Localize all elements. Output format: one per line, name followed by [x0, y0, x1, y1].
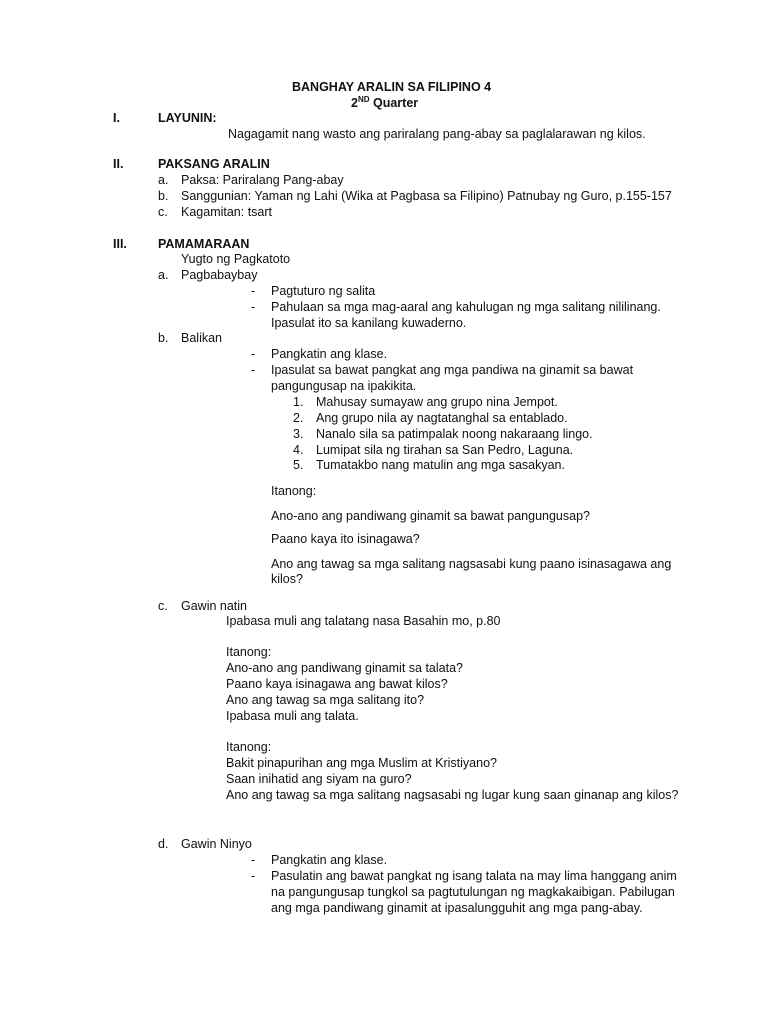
- sub-item-title: Balikan: [181, 331, 222, 345]
- bullet-dash: -: [251, 300, 256, 314]
- bullet-dash: -: [251, 363, 256, 377]
- quarter-word: Quarter: [369, 96, 419, 110]
- section-title: PAKSANG ARALIN: [158, 157, 270, 171]
- question-text: Ano-ano ang pandiwang ginamit sa talata?: [226, 661, 463, 675]
- itanong-label: Itanong:: [226, 740, 272, 754]
- bullet-dash: -: [251, 347, 256, 361]
- numbered-label: 2.: [293, 411, 304, 425]
- question-text: Saan inihatid ang siyam na guro?: [226, 772, 412, 786]
- question-text: Bakit pinapurihan ang mga Muslim at Kristiyano?: [226, 756, 497, 770]
- bullet-dash: -: [251, 853, 256, 867]
- numbered-item: Ang grupo nila ay nagtatanghal sa entablado.: [316, 411, 568, 425]
- numbered-label: 3.: [293, 427, 304, 441]
- question-text: Paano kaya isinagawa ang bawat kilos?: [226, 677, 448, 691]
- document-title: BANGHAY ARALIN SA FILIPINO 4: [292, 80, 492, 94]
- bullet-dash: -: [251, 284, 256, 298]
- objective-text: Nagagamit nang wasto ang pariralang pang-abay sa paglalarawan ng kilos.: [228, 127, 646, 141]
- sub-item-title: Gawin natin: [181, 599, 248, 613]
- numbered-item: Mahusay sumayaw ang grupo nina Jempot.: [316, 395, 558, 409]
- numbered-label: 5.: [293, 458, 304, 472]
- list-item-label: b.: [158, 189, 169, 203]
- section-number: II.: [113, 157, 124, 171]
- section-number: III.: [113, 237, 127, 251]
- section-number: I.: [113, 111, 120, 125]
- itanong-label: Itanong:: [271, 484, 317, 498]
- sub-item-label: c.: [158, 599, 168, 613]
- numbered-item: Lumipat sila ng tirahan sa San Pedro, Laguna.: [316, 443, 574, 457]
- question-text: Ano-ano ang pandiwang ginamit sa bawat pangungusap?: [271, 509, 590, 523]
- bullet-text: ang mga pandiwang ginamit at ipasalungguhit ang mga pang-abay.: [271, 901, 643, 915]
- quarter-label: [351, 95, 418, 111]
- bullet-text: Pasulatin ang bawat pangkat ng isang talata na may lima hanggang anim: [271, 869, 677, 883]
- question-text: kilos?: [271, 572, 303, 586]
- numbered-label: 4.: [293, 443, 304, 457]
- question-text: Ano ang tawag sa mga salitang nagsasabi kung paano isinasagawa ang: [271, 557, 672, 571]
- list-item-label: a.: [158, 173, 169, 187]
- list-item: Kagamitan: tsart: [181, 205, 273, 219]
- list-item: Paksa: Pariralang Pang-abay: [181, 173, 344, 187]
- question-text: Ano ang tawag sa mga salitang ito?: [226, 693, 425, 707]
- quarter-number: 2: [351, 96, 358, 110]
- quarter-superscript: ND: [357, 94, 370, 104]
- bullet-text: Pangkatin ang klase.: [271, 853, 388, 867]
- question-text: Ano ang tawag sa mga salitang nagsasabi ng lugar kung saan ginanap ang kilos?: [226, 788, 679, 802]
- sub-item-title: Gawin Ninyo: [181, 837, 252, 851]
- activity-line: Ipabasa muli ang talatang nasa Basahin mo, p.80: [226, 614, 501, 628]
- sub-item-title: Pagbabaybay: [181, 268, 258, 282]
- activity-line: Ipabasa muli ang talata.: [226, 709, 359, 723]
- bullet-text: Ipasulat sa bawat pangkat ang mga pandiwa na ginamit sa bawat: [271, 363, 634, 377]
- section-title: LAYUNIN:: [158, 111, 217, 125]
- sub-item-label: b.: [158, 331, 169, 345]
- bullet-text: Pangkatin ang klase.: [271, 347, 388, 361]
- numbered-item: Tumatakbo nang matulin ang mga sasakyan.: [316, 458, 565, 472]
- bullet-text: Pahulaan sa mga mag-aaral ang kahulugan ng mga salitang nililinang.: [271, 300, 661, 314]
- itanong-label: Itanong:: [226, 645, 272, 659]
- bullet-text: Ipasulat ito sa kanilang kuwaderno.: [271, 316, 467, 330]
- bullet-text: Pagtuturo ng salita: [271, 284, 376, 298]
- question-text: Paano kaya ito isinagawa?: [271, 532, 420, 546]
- section-title: PAMAMARAAN: [158, 237, 250, 251]
- sub-item-label: d.: [158, 837, 169, 851]
- section-subtitle: Yugto ng Pagkatoto: [181, 252, 291, 266]
- numbered-label: 1.: [293, 395, 304, 409]
- bullet-text: pangungusap na ipakikita.: [271, 379, 417, 393]
- bullet-text: na pangungusap tungkol sa pagtutulungan ng magkakaibigan. Pabilugan: [271, 885, 675, 899]
- sub-item-label: a.: [158, 268, 169, 282]
- numbered-item: Nanalo sila sa patimpalak noong nakaraang lingo.: [316, 427, 593, 441]
- list-item-label: c.: [158, 205, 168, 219]
- list-item: Sanggunian: Yaman ng Lahi (Wika at Pagbasa sa Filipino) Patnubay ng Guro, p.155-157: [181, 189, 672, 203]
- bullet-dash: -: [251, 869, 256, 883]
